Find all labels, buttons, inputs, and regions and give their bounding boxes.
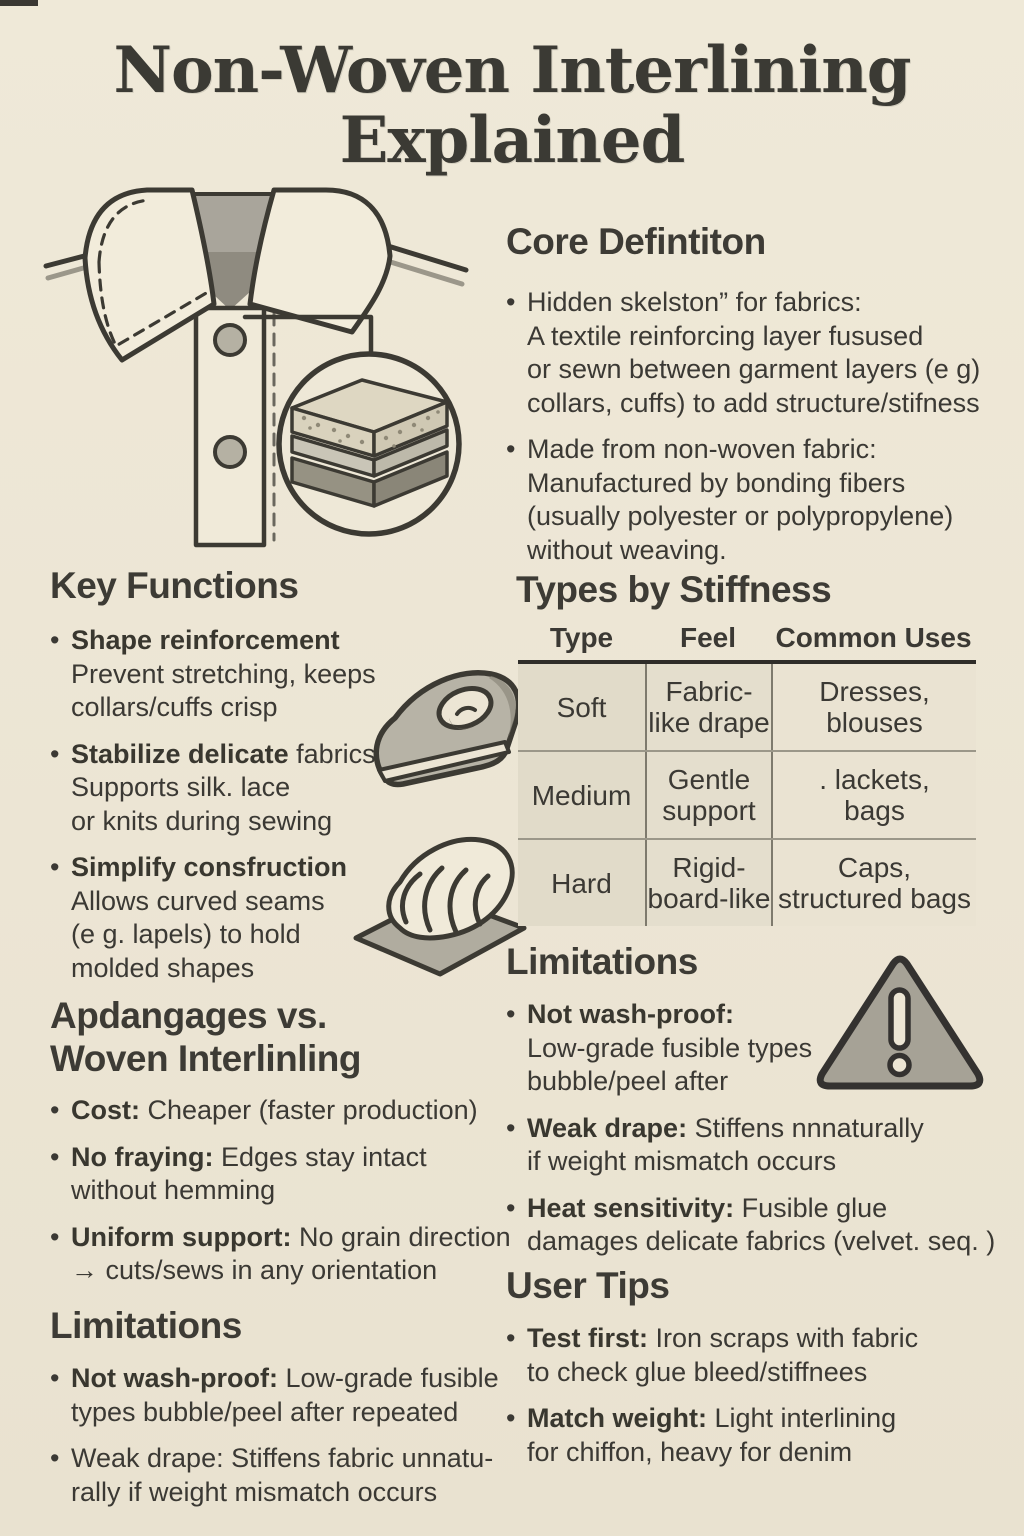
bullet-text: Not wash-proof: Low-grade fusible types bubble/peel after repeated <box>71 1363 499 1427</box>
bullet-item <box>506 433 980 567</box>
key-functions-title: Key Functions <box>50 565 299 606</box>
table-header-row <box>518 616 976 664</box>
key-functions-bullets <box>50 624 376 985</box>
bullet-dot: • <box>50 1095 60 1125</box>
table-cell: Rigid- board-like <box>645 840 771 926</box>
bullet-dot: • <box>50 1221 60 1252</box>
bullet-text: Uniform support: No grain direction → cuts/sews in any orientation <box>71 1221 511 1285</box>
bullet-dot: • <box>506 434 516 464</box>
table-cell: Dresses, blouses <box>771 664 976 750</box>
section-advantages <box>50 994 511 1288</box>
section-limitations-left <box>50 1304 499 1509</box>
bullet-item <box>506 1322 918 1389</box>
bullet-dot: • <box>506 1112 516 1143</box>
table-body <box>518 664 976 926</box>
table-header-cell: Type <box>549 622 614 653</box>
exclamation-stem <box>891 990 908 1048</box>
table-cell: Medium <box>518 752 645 838</box>
shirt-placket <box>196 308 274 545</box>
bullet-item <box>50 851 376 985</box>
bullet-item <box>50 1442 499 1509</box>
bullet-text: Weak drape: Stiffens fabric unnatu- rally if weight mismatch occurs <box>71 1443 494 1507</box>
bullet-dot: • <box>506 999 516 1029</box>
bullet-text: Hidden skelston” for fabrics: A textile reinforcing layer fusused or sewn between garment layers (e g) collars, cuffs) to add structure/stifness <box>527 287 981 418</box>
user-tips-bullets <box>506 1322 918 1469</box>
corner-mark <box>0 0 38 6</box>
section-core-definition <box>506 220 980 567</box>
table-cell: Caps, structured bags <box>771 840 976 926</box>
bullet-item <box>506 1112 995 1179</box>
table-header-cell: Feel <box>679 622 737 653</box>
section-key-functions <box>50 564 376 985</box>
advantages-title-line1: Apdangages vs. <box>50 995 327 1036</box>
button-top <box>215 325 245 355</box>
shirt-collar-illustration <box>42 170 472 550</box>
section-user-tips <box>506 1264 918 1469</box>
exclamation-dot <box>890 1056 909 1075</box>
warning-triangle-icon <box>810 952 990 1100</box>
bullet-text: No fraying: Edges stay intact without hemming <box>71 1141 427 1205</box>
bullet-dot: • <box>50 738 60 769</box>
table-cell: Gentle support <box>645 752 771 838</box>
bullet-item <box>50 624 376 725</box>
table-cell: . lackets, bags <box>771 752 976 838</box>
core-definition-bullets <box>506 286 980 567</box>
core-definition-title: Core Defintiton <box>506 221 766 262</box>
limitations-right-title: Limitations <box>506 941 698 982</box>
bullet-item <box>506 286 980 420</box>
button-bottom <box>215 437 245 467</box>
bullet-dot: • <box>50 1141 60 1172</box>
bullet-dot: • <box>50 625 60 655</box>
advantages-bullets <box>50 1094 511 1288</box>
table-cell: Fabric- like drape <box>645 664 771 750</box>
bullet-text: Heat sensitivity: Fusible glue damages delicate fabrics (velvet. seq. ) <box>527 1192 996 1256</box>
table-cell: Hard <box>518 840 645 926</box>
table-cell: Soft <box>518 664 645 750</box>
page-title-line2: Explained <box>339 103 685 178</box>
bullet-dot: • <box>506 1192 516 1223</box>
bullet-item <box>50 1221 511 1288</box>
collar-right-flap <box>250 190 390 332</box>
user-tips-title: User Tips <box>506 1265 670 1306</box>
bullet-item <box>50 738 376 839</box>
bullet-dot: • <box>506 1323 516 1353</box>
bullet-text: Simplify consfruction Allows curved seams (e g. lapels) to hold molded shapes <box>71 852 348 983</box>
stiffness-table <box>518 616 976 926</box>
bullet-dot: • <box>50 1443 60 1473</box>
bullet-item <box>50 1094 511 1128</box>
table-row <box>518 838 976 926</box>
types-title: Types by Stiffness <box>516 569 832 610</box>
table-row <box>518 750 976 838</box>
page-title-line1: Non-Woven Interlining <box>113 33 911 108</box>
bullet-item <box>50 1362 499 1429</box>
bullet-text: Match weight: Light interlining for chiffon, heavy for denim <box>527 1403 897 1467</box>
bullet-dot: • <box>50 852 60 882</box>
bullet-dot: • <box>50 1363 60 1393</box>
limitations-left-title: Limitations <box>50 1305 242 1346</box>
bullet-text: Shape reinforcement Prevent stretching, keeps collars/cuffs crisp <box>71 625 376 722</box>
iron-icon <box>365 648 533 810</box>
section-types-title <box>516 568 831 612</box>
table-row <box>518 664 976 750</box>
page-title <box>0 33 1024 178</box>
advantages-title-line2: Woven Interlinling <box>50 1038 361 1079</box>
advantages-title <box>50 994 511 1080</box>
bullet-text: Test first: Iron scraps with fabric to check glue bleed/stiffnees <box>527 1323 919 1387</box>
bullet-text: Made from non-woven fabric: Manufactured by bonding fibers (usually polyester or polypropylene) without weaving. <box>527 434 954 565</box>
bullet-text: Weak drape: Stiffens nnnaturally if weight mismatch occurs <box>527 1112 924 1176</box>
limitations-left-bullets <box>50 1362 499 1509</box>
bullet-item <box>506 1402 918 1469</box>
bullet-item <box>506 1192 995 1259</box>
bullet-dot: • <box>506 287 516 317</box>
bullet-text: Cost: Cheaper (faster production) <box>71 1095 478 1125</box>
bullet-item <box>50 1141 511 1208</box>
bullet-dot: • <box>506 1403 516 1433</box>
bullet-text: Stabilize delicate fabrics Supports silk. lace or knits during sewing <box>71 738 376 836</box>
table-header-cell: Common Uses <box>775 622 972 653</box>
magnifier-layers-icon <box>279 354 459 534</box>
bullet-text: Not wash-proof: Low-grade fusible types bubble/peel after <box>527 999 813 1096</box>
